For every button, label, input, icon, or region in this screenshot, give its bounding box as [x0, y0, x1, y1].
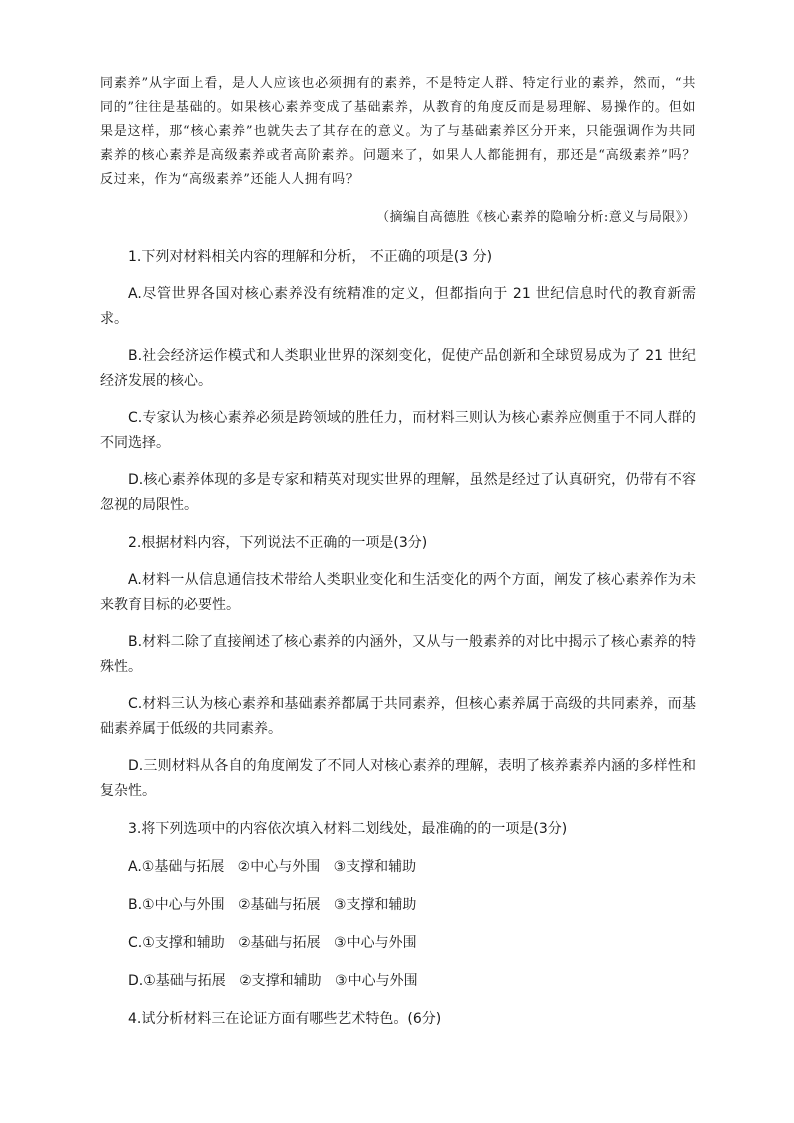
question-2 [100, 530, 696, 804]
question-list [100, 244, 696, 1032]
option-c: C.①支撑和辅助 ②基础与拓展 ③中心与外围 [128, 935, 417, 951]
option-b: B.①中心与外围 ②基础与拓展 ③支撑和辅助 [128, 897, 417, 913]
option-d: D.①基础与拓展 ②支撑和辅助 ③中心与外围 [128, 973, 418, 989]
material-passage: 同素养”从字面上看，是人人应该也必须拥有的素养，不是特定人群、特定行业的素养，然而，“共同的”往往是基础的。如果核心素养变成了基础素养，从教育的角度反而是易理解、易操作的。但如果是这样，那“核心素养”也就失去了其存在的意义。为了与基础素养区分开来，只能强调作为共同素养的核心素养是高级素养或者高阶素养。问题来了，如果人人都能拥有，那还是“高级素养”吗？反过来，作为“高级素养”还能人人拥有吗？ [100, 76, 696, 187]
question-stem: 4.试分析材料三在论证方面有哪些艺术特色。(6分) [128, 1011, 442, 1027]
question-stem: 1.下列对材料相关内容的理解和分析， 不正确的项是(3 分) [128, 249, 493, 265]
question-stem: 2.根据材料内容，下列说法不正确的一项是(3分) [128, 535, 428, 551]
option-d: D.三则材料从各自的角度阐发了不同人对核心素养的理解，表明了核养素养内涵的多样性和复杂性。 [100, 758, 696, 799]
option-c: C.专家认为核心素养必须是跨领域的胜任力，而材料三则认为核心素养应侧重于不同人群的不同选择。 [100, 410, 696, 451]
option-d: D.核心素养体现的多是专家和精英对现实世界的理解，虽然是经过了认真研究，仍带有不容忽视的局限性。 [100, 472, 696, 513]
option-b: B.材料二除了直接阐述了核心素养的内涵外，又从与一般素养的对比中揭示了核心素养的特殊性。 [100, 634, 696, 675]
option-c: C.材料三认为核心素养和基础素养都属于共同素养，但核心素养属于高级的共同素养，而基础素养属于低级的共同素养。 [100, 696, 696, 737]
question-4 [100, 1006, 696, 1032]
option-b: B.社会经济运作模式和人类职业世界的深刻变化，促使产品创新和全球贸易成为了 21 世纪经济发展的核心。 [100, 348, 696, 389]
question-stem: 3.将下列选项中的内容依次填入材料二划线处，最准确的的一项是(3分) [128, 821, 568, 837]
option-a: A.尽管世界各国对核心素养没有统精准的定义，但都指向于 21 世纪信息时代的教育新需求。 [100, 286, 696, 327]
option-a: A.材料一从信息通信技术带给人类职业变化和生活变化的两个方面，阐发了核心素养作为未来教育目标的必要性。 [100, 572, 696, 613]
question-1 [100, 244, 696, 518]
question-3 [100, 816, 696, 994]
option-a: A.①基础与拓展 ②中心与外围 ③支撑和辅助 [128, 859, 417, 875]
source-citation: （摘编自高德胜《核心素养的隐喻分析:意义与局限》） [376, 210, 696, 225]
